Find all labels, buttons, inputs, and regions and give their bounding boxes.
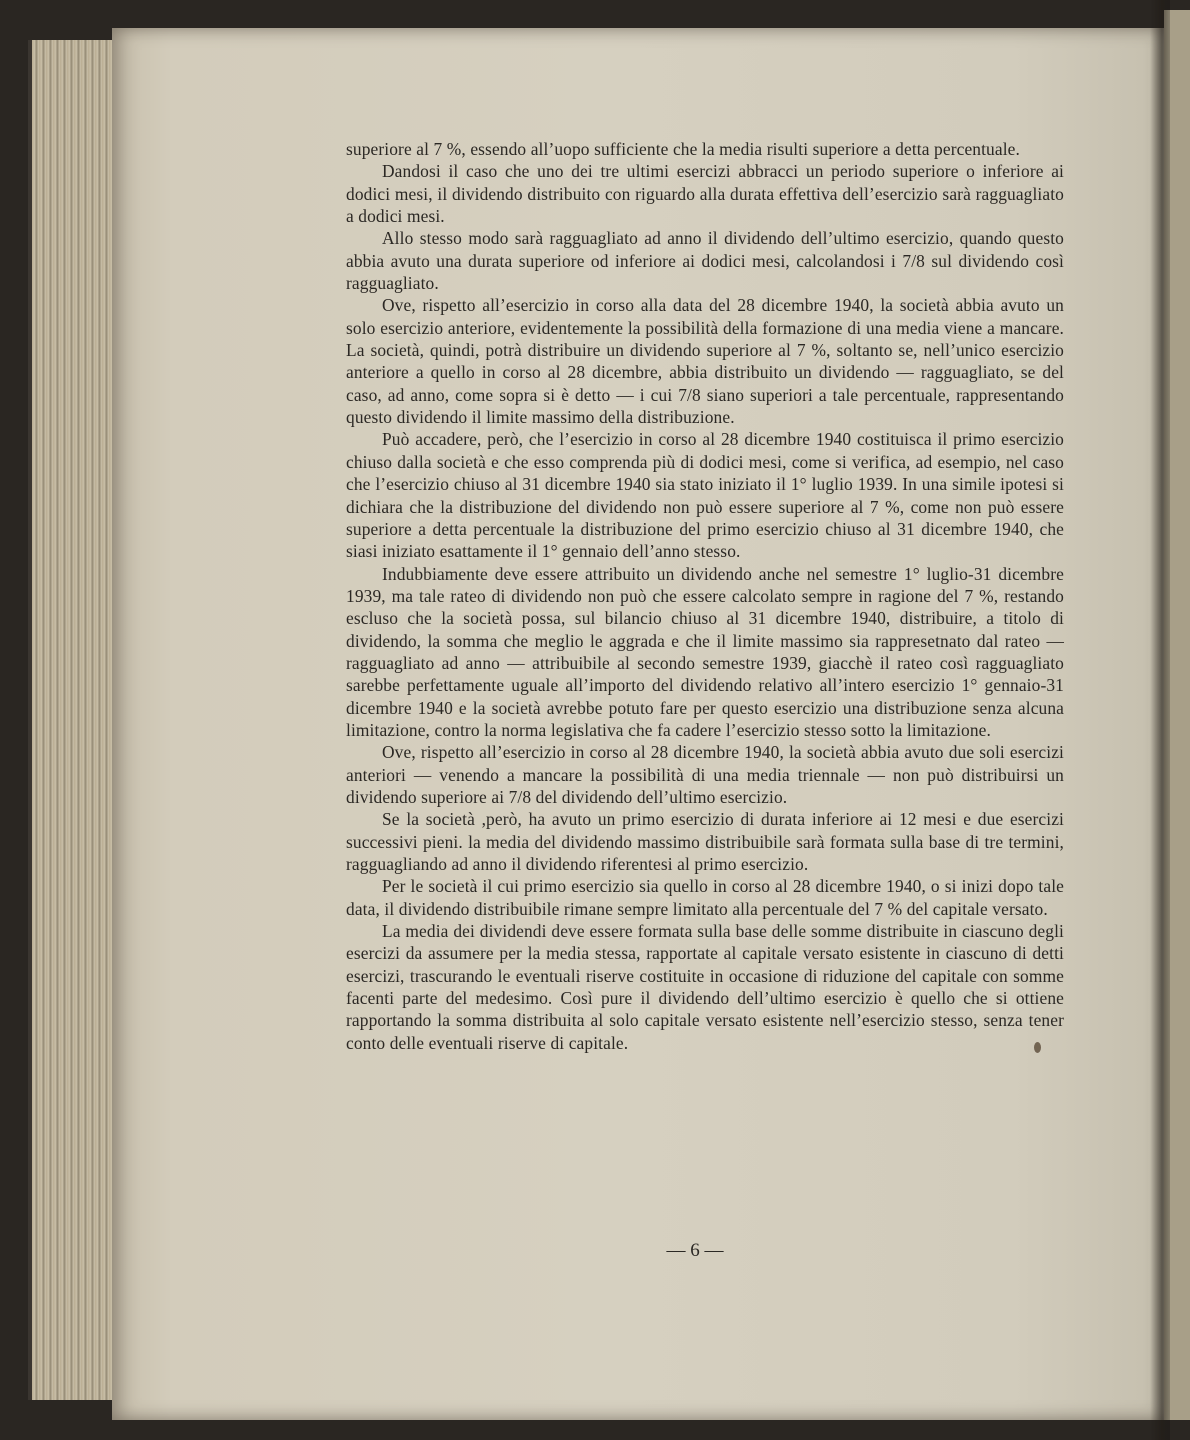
page-number: — 6 — [666,1240,724,1261]
paragraph: Se la società ,però, ha avuto un primo esercizio di durata inferiore ai 12 mesi e due esercizi successivi pieni. la media del dividendo massimo distribuibile sarà formata sulla base di tre termini, ragguagliando ad anno il dividendo riferentesi al primo esercizio. [346,809,1064,874]
paragraph: Può accadere, però, che l’esercizio in corso al 28 dicembre 1940 costituisca il primo esercizio chiuso dalla società e che esso comprenda più di dodici mesi, come si verifica, ad esempio, nel caso che l’esercizio chiuso al 31 dicembre 1940 sia stato iniziato il 1° luglio 1939. In una simile ipotesi si dichiara che la distribuzione del dividendo non può essere superiore al 7 %, come non può essere superiore a detta percentuale la distribuzione del primo esercizio chiuso al 31 dicembre 1940, che siasi iniziato esattamente il 1° gennaio dell’anno stesso. [346,429,1064,562]
page-body-text [346,138,1064,1054]
ink-stain [1034,1042,1041,1053]
paragraph: Indubbiamente deve essere attribuito un dividendo anche nel semestre 1° luglio-31 dicembre 1939, ma tale rateo di dividendo non può che essere calcolato sempre in ragione del 7 %, restando escluso che la società possa, sul bilancio chiuso al 31 dicembre 1940, distribuire, a titolo di dividendo, la somma che meglio le aggrada e che il limite massimo sia rappresetnato dal rateo — ragguagliato ad anno — attribuibile al secondo semestre 1939, giacchè il rateo così ragguagliato sarebbe perfettamente uguale all’importo del dividendo relativo all’intero esercizio 1° gennaio-31 dicembre 1940 e la società avrebbe potuto fare per questo esercizio una distribuzione senza alcuna limitazione, contro la norma legislativa che fa cadere l’esercizio stesso sotto la limitazione. [346,563,1064,740]
paragraph: Allo stesso modo sarà ragguagliato ad anno il dividendo dell’ultimo esercizio, quando questo abbia avuto una durata superiore od inferiore ai dodici mesi, calcolandosi i 7/8 sul dividendo così ragguagliato. [346,228,1064,294]
paragraph: Ove, rispetto all’esercizio in corso alla data del 28 dicembre 1940, la società abbia avuto un solo esercizio anteriore, evidentemente la possibilità della formazione di una media viene a mancare. La società, quindi, potrà distribuire un dividendo superiore al 7 %, soltanto se, nell’unico esercizio anteriore a quello in corso al 28 dicembre, abbia distribuito un dividendo — ragguagliato, se del caso, ad anno, come sopra si è detto — i cui 7/8 siano superiori a tale percentuale, rappresentando questo dividendo il limite massimo della distribuzione. [346,295,1064,428]
paragraph: superiore al 7 %, essendo all’uopo sufficiente che la media risulti superiore a detta percentuale. [346,139,1020,159]
gutter-shadow [1150,0,1170,1440]
paragraph: Per le società il cui primo esercizio sia quello in corso al 28 dicembre 1940, o si inizi dopo tale data, il dividendo distribuibile rimane sempre limitato alla percentuale del 7 % del capitale versato. [346,876,1064,919]
paragraph: Ove, rispetto all’esercizio in corso al 28 dicembre 1940, la società abbia avuto due soli esercizi anteriori — venendo a mancare la possibilità di una media triennale — non può distribuirsi un dividendo superiore ai 7/8 del dividendo dell’ultimo esercizio. [346,742,1064,807]
paragraph: La media dei dividendi deve essere formata sulla base delle somme distribuite in ciascuno degli esercizi da assumere per la media stessa, rapportate al capitale versato esistente in ciascuno di detti esercizi, trascurando le eventuali riserve costituite in occasione di riduzione del capitale con somme facenti parte del medesimo. Così pure il dividendo dell’ultimo esercizio è quello che si ottiene rapportando la somma distribuita al solo capitale versato esistente nell’esercizio stesso, senza tener conto delle eventuali riserve di capitale. [346,921,1064,1053]
paragraph: Dandosi il caso che uno dei tre ultimi esercizi abbracci un periodo superiore o inferiore ai dodici mesi, il dividendo distribuito con riguardo alla durata effettiva dell’esercizio sarà ragguagliato a dodici mesi. [346,161,1064,227]
